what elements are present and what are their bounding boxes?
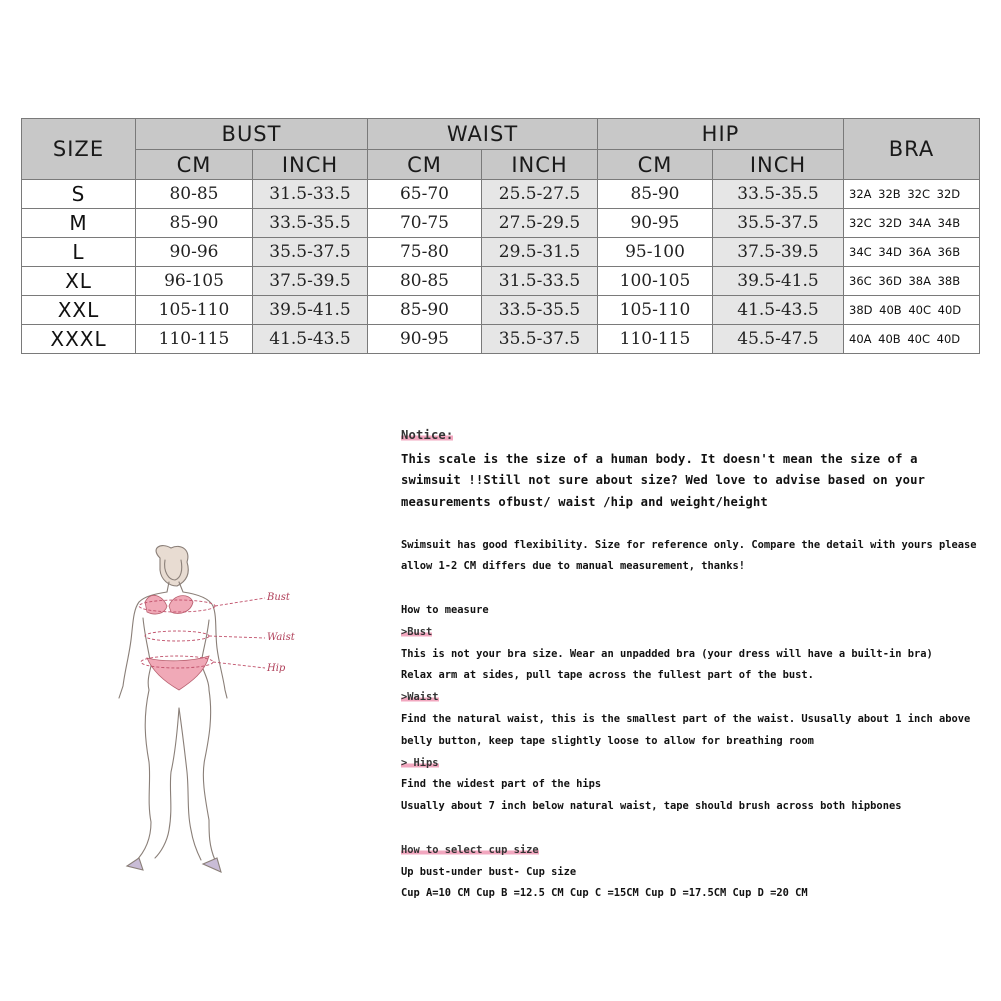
waist-heading: >Waist <box>401 691 439 703</box>
bust-inch-cell: 31.5-33.5 <box>253 180 368 209</box>
waist-inch-cell: 35.5-37.5 <box>482 325 598 354</box>
bra-header: BRA <box>844 119 980 180</box>
waist-header: WAIST <box>368 119 598 150</box>
table-row <box>22 180 980 209</box>
bust-line: Relax arm at sides, pull tape across the fullest part of the bust. <box>401 669 814 681</box>
waist-cm-cell: 85-90 <box>368 296 482 325</box>
hip-cm-cell: 100-105 <box>598 267 713 296</box>
waist-line: belly button, keep tape slightly loose to allow for breathing room <box>401 735 814 747</box>
table-row <box>22 267 980 296</box>
waist-label: Waist <box>267 632 295 643</box>
hip-cm-cell: 105-110 <box>598 296 713 325</box>
table-row <box>22 325 980 354</box>
unit-header: CM <box>368 150 482 180</box>
bust-header: BUST <box>136 119 368 150</box>
waist-cm-cell: 70-75 <box>368 209 482 238</box>
hip-inch-cell: 39.5-41.5 <box>713 267 844 296</box>
waist-cm-cell: 75-80 <box>368 238 482 267</box>
bra-cell: 32A 32B 32C 32D <box>844 180 980 209</box>
bra-cell: 34C 34D 36A 36B <box>844 238 980 267</box>
size-cell: XL <box>22 267 136 296</box>
hips-line: Usually about 7 inch below natural waist, tape should brush across both hipbones <box>401 800 902 812</box>
table-row <box>22 296 980 325</box>
size-chart-table <box>21 118 980 354</box>
size-cell: M <box>22 209 136 238</box>
cup-line: Up bust-under bust- Cup size <box>401 866 577 878</box>
hip-header: HIP <box>598 119 844 150</box>
unit-header: INCH <box>713 150 844 180</box>
waist-inch-cell: 29.5-31.5 <box>482 238 598 267</box>
flex-line: allow 1-2 CM differs due to manual measurement, thanks! <box>401 560 746 572</box>
hip-inch-cell: 37.5-39.5 <box>713 238 844 267</box>
notice-line: measurements ofbust/ waist /hip and weight/height <box>401 495 768 509</box>
hip-cm-cell: 95-100 <box>598 238 713 267</box>
hip-cm-cell: 85-90 <box>598 180 713 209</box>
hip-inch-cell: 33.5-35.5 <box>713 180 844 209</box>
bust-line: This is not your bra size. Wear an unpadded bra (your dress will have a built-in bra) <box>401 648 933 660</box>
bra-cell: 32C 32D 34A 34B <box>844 209 980 238</box>
waist-inch-cell: 33.5-35.5 <box>482 296 598 325</box>
waist-cm-cell: 80-85 <box>368 267 482 296</box>
bust-cm-cell: 96-105 <box>136 267 253 296</box>
unit-header: CM <box>598 150 713 180</box>
waist-inch-cell: 25.5-27.5 <box>482 180 598 209</box>
bust-label: Bust <box>267 592 290 603</box>
hip-cm-cell: 110-115 <box>598 325 713 354</box>
waist-cm-cell: 90-95 <box>368 325 482 354</box>
waist-inch-cell: 27.5-29.5 <box>482 209 598 238</box>
hips-heading: > Hips <box>401 757 439 769</box>
unit-header: INCH <box>482 150 598 180</box>
bust-cm-cell: 80-85 <box>136 180 253 209</box>
cup-size-heading: How to select cup size <box>401 844 539 856</box>
bust-inch-cell: 41.5-43.5 <box>253 325 368 354</box>
body-measurement-illustration <box>105 540 305 890</box>
bust-cm-cell: 85-90 <box>136 209 253 238</box>
bust-cm-cell: 105-110 <box>136 296 253 325</box>
size-cell: XXXL <box>22 325 136 354</box>
bust-cm-cell: 110-115 <box>136 325 253 354</box>
hip-label: Hip <box>267 663 286 674</box>
hip-inch-cell: 35.5-37.5 <box>713 209 844 238</box>
flex-line: Swimsuit has good flexibility. Size for reference only. Compare the detail with yours please <box>401 539 977 551</box>
table-row <box>22 238 980 267</box>
bra-cell: 38D 40B 40C 40D <box>844 296 980 325</box>
bust-cm-cell: 90-96 <box>136 238 253 267</box>
bust-heading: >Bust <box>401 626 433 638</box>
how-to-measure: How to measure <box>401 604 489 616</box>
size-header: SIZE <box>22 119 136 180</box>
bust-inch-cell: 39.5-41.5 <box>253 296 368 325</box>
size-cell: XXL <box>22 296 136 325</box>
size-cell: S <box>22 180 136 209</box>
hip-inch-cell: 45.5-47.5 <box>713 325 844 354</box>
cup-line: Cup A=10 CM Cup B =12.5 CM Cup C =15CM Cup D =17.5CM Cup D =20 CM <box>401 887 808 899</box>
notice-line: This scale is the size of a human body. It doesn't mean the size of a <box>401 452 918 466</box>
waist-inch-cell: 31.5-33.5 <box>482 267 598 296</box>
size-cell: L <box>22 238 136 267</box>
unit-header: INCH <box>253 150 368 180</box>
waist-cm-cell: 65-70 <box>368 180 482 209</box>
notice-line: swimsuit !!Still not sure about size? Wed love to advise based on your <box>401 473 926 487</box>
bust-inch-cell: 37.5-39.5 <box>253 267 368 296</box>
table-row <box>22 209 980 238</box>
bust-inch-cell: 33.5-35.5 <box>253 209 368 238</box>
notice-title: Notice: <box>401 428 454 442</box>
hip-inch-cell: 41.5-43.5 <box>713 296 844 325</box>
hips-line: Find the widest part of the hips <box>401 778 602 790</box>
bra-cell: 36C 36D 38A 38B <box>844 267 980 296</box>
bust-inch-cell: 35.5-37.5 <box>253 238 368 267</box>
waist-line: Find the natural waist, this is the smallest part of the waist. Ususally about 1 inch above <box>401 713 971 725</box>
hip-cm-cell: 90-95 <box>598 209 713 238</box>
unit-header: CM <box>136 150 253 180</box>
bra-cell: 40A 40B 40C 40D <box>844 325 980 354</box>
